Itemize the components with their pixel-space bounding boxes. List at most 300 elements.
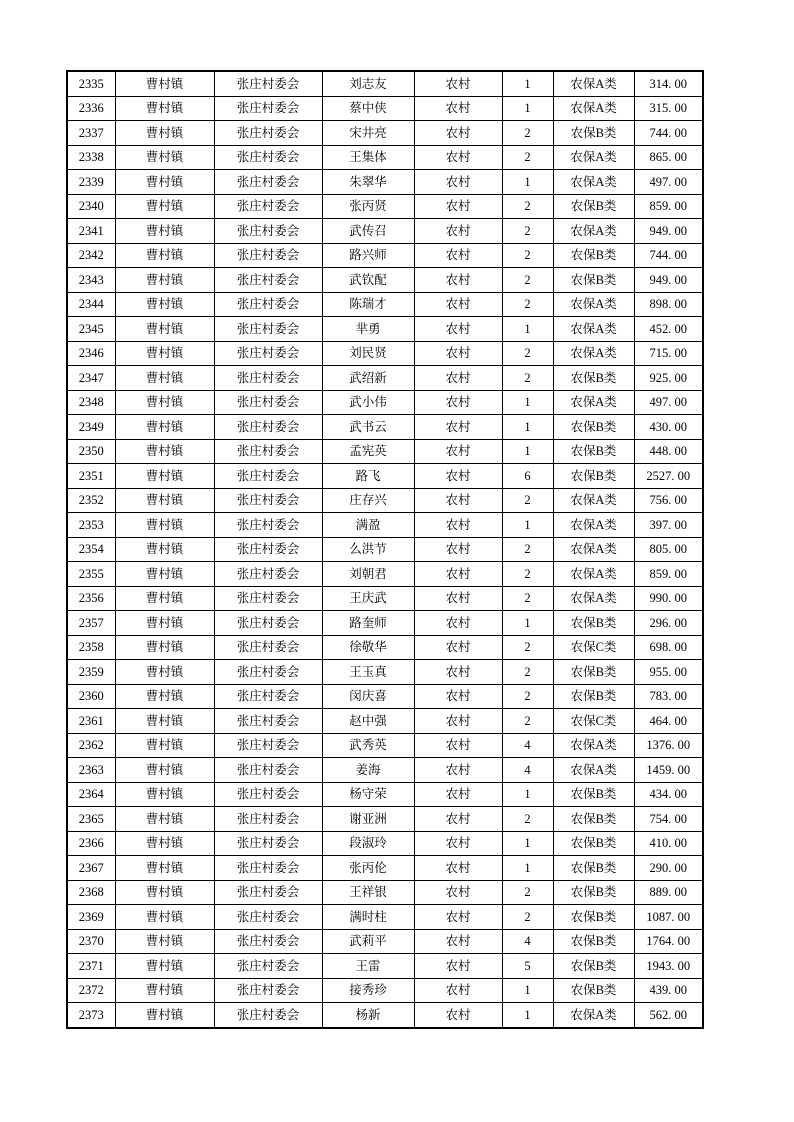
cell-town: 曹村镇 (115, 562, 214, 587)
cell-town: 曹村镇 (115, 684, 214, 709)
table-row (67, 660, 703, 685)
table-row (67, 954, 703, 979)
cell-amount: 1087. 00 (634, 905, 703, 930)
cell-area-type: 农村 (414, 537, 502, 562)
cell-person-name: 徐敬华 (322, 635, 414, 660)
cell-insurance-category: 农保A类 (553, 390, 634, 415)
cell-village-committee: 张庄村委会 (214, 219, 322, 244)
cell-amount: 497. 00 (634, 170, 703, 195)
cell-insurance-category: 农保A类 (553, 96, 634, 121)
cell-person-count: 2 (502, 243, 553, 268)
cell-village-committee: 张庄村委会 (214, 317, 322, 342)
cell-village-committee: 张庄村委会 (214, 709, 322, 734)
cell-person-count: 1 (502, 1003, 553, 1028)
cell-row-number: 2358 (67, 635, 115, 660)
cell-insurance-category: 农保A类 (553, 170, 634, 195)
cell-area-type: 农村 (414, 292, 502, 317)
cell-person-count: 2 (502, 807, 553, 832)
cell-area-type: 农村 (414, 145, 502, 170)
cell-row-number: 2363 (67, 758, 115, 783)
cell-insurance-category: 农保B类 (553, 194, 634, 219)
cell-person-name: 王庆武 (322, 586, 414, 611)
cell-amount: 990. 00 (634, 586, 703, 611)
table-row (67, 758, 703, 783)
cell-person-count: 2 (502, 268, 553, 293)
cell-area-type: 农村 (414, 978, 502, 1003)
cell-amount: 949. 00 (634, 219, 703, 244)
cell-person-count: 2 (502, 709, 553, 734)
cell-insurance-category: 农保A类 (553, 341, 634, 366)
cell-person-name: 王雷 (322, 954, 414, 979)
cell-amount: 889. 00 (634, 880, 703, 905)
table-row (67, 733, 703, 758)
cell-amount: 756. 00 (634, 488, 703, 513)
cell-person-count: 1 (502, 71, 553, 96)
cell-row-number: 2350 (67, 439, 115, 464)
cell-person-count: 1 (502, 611, 553, 636)
table-row (67, 782, 703, 807)
cell-row-number: 2335 (67, 71, 115, 96)
cell-town: 曹村镇 (115, 243, 214, 268)
cell-row-number: 2357 (67, 611, 115, 636)
table-row (67, 71, 703, 96)
cell-area-type: 农村 (414, 880, 502, 905)
cell-village-committee: 张庄村委会 (214, 439, 322, 464)
cell-insurance-category: 农保B类 (553, 856, 634, 881)
cell-person-name: 陈瑞才 (322, 292, 414, 317)
cell-insurance-category: 农保A类 (553, 488, 634, 513)
cell-person-count: 4 (502, 929, 553, 954)
cell-person-name: 刘朝君 (322, 562, 414, 587)
cell-area-type: 农村 (414, 513, 502, 538)
cell-village-committee: 张庄村委会 (214, 954, 322, 979)
cell-row-number: 2365 (67, 807, 115, 832)
cell-town: 曹村镇 (115, 194, 214, 219)
cell-village-committee: 张庄村委会 (214, 880, 322, 905)
cell-village-committee: 张庄村委会 (214, 929, 322, 954)
cell-person-name: 朱翠华 (322, 170, 414, 195)
cell-town: 曹村镇 (115, 831, 214, 856)
cell-town: 曹村镇 (115, 121, 214, 146)
cell-person-name: 刘民贤 (322, 341, 414, 366)
cell-person-name: 武书云 (322, 415, 414, 440)
cell-town: 曹村镇 (115, 537, 214, 562)
table-row (67, 880, 703, 905)
cell-row-number: 2356 (67, 586, 115, 611)
table-row (67, 537, 703, 562)
cell-area-type: 农村 (414, 464, 502, 489)
cell-town: 曹村镇 (115, 978, 214, 1003)
cell-person-count: 1 (502, 831, 553, 856)
cell-village-committee: 张庄村委会 (214, 905, 322, 930)
cell-amount: 1459. 00 (634, 758, 703, 783)
cell-person-count: 2 (502, 562, 553, 587)
cell-town: 曹村镇 (115, 96, 214, 121)
cell-person-count: 1 (502, 96, 553, 121)
cell-person-count: 1 (502, 317, 553, 342)
cell-insurance-category: 农保B类 (553, 660, 634, 685)
cell-town: 曹村镇 (115, 758, 214, 783)
table-row (67, 1003, 703, 1028)
cell-row-number: 2341 (67, 219, 115, 244)
cell-area-type: 农村 (414, 856, 502, 881)
cell-person-count: 4 (502, 733, 553, 758)
cell-amount: 397. 00 (634, 513, 703, 538)
cell-town: 曹村镇 (115, 341, 214, 366)
cell-town: 曹村镇 (115, 880, 214, 905)
table-row (67, 856, 703, 881)
cell-town: 曹村镇 (115, 219, 214, 244)
cell-town: 曹村镇 (115, 856, 214, 881)
table-row (67, 635, 703, 660)
cell-town: 曹村镇 (115, 954, 214, 979)
cell-amount: 783. 00 (634, 684, 703, 709)
cell-row-number: 2366 (67, 831, 115, 856)
cell-person-count: 2 (502, 880, 553, 905)
cell-village-committee: 张庄村委会 (214, 831, 322, 856)
cell-person-count: 2 (502, 586, 553, 611)
cell-row-number: 2343 (67, 268, 115, 293)
cell-insurance-category: 农保B类 (553, 439, 634, 464)
cell-insurance-category: 农保A类 (553, 537, 634, 562)
cell-village-committee: 张庄村委会 (214, 121, 322, 146)
cell-area-type: 农村 (414, 733, 502, 758)
cell-village-committee: 张庄村委会 (214, 635, 322, 660)
cell-area-type: 农村 (414, 586, 502, 611)
cell-amount: 744. 00 (634, 121, 703, 146)
cell-area-type: 农村 (414, 635, 502, 660)
table-row (67, 488, 703, 513)
cell-person-name: 赵中强 (322, 709, 414, 734)
cell-area-type: 农村 (414, 684, 502, 709)
cell-village-committee: 张庄村委会 (214, 341, 322, 366)
cell-row-number: 2354 (67, 537, 115, 562)
cell-row-number: 2360 (67, 684, 115, 709)
cell-amount: 805. 00 (634, 537, 703, 562)
cell-row-number: 2339 (67, 170, 115, 195)
cell-person-count: 2 (502, 292, 553, 317)
cell-row-number: 2344 (67, 292, 115, 317)
cell-area-type: 农村 (414, 341, 502, 366)
cell-village-committee: 张庄村委会 (214, 366, 322, 391)
cell-area-type: 农村 (414, 366, 502, 391)
cell-amount: 1376. 00 (634, 733, 703, 758)
cell-village-committee: 张庄村委会 (214, 856, 322, 881)
cell-insurance-category: 农保B类 (553, 807, 634, 832)
cell-insurance-category: 农保C类 (553, 635, 634, 660)
cell-insurance-category: 农保B类 (553, 782, 634, 807)
table-row (67, 415, 703, 440)
cell-person-count: 2 (502, 488, 553, 513)
cell-town: 曹村镇 (115, 611, 214, 636)
cell-village-committee: 张庄村委会 (214, 586, 322, 611)
cell-village-committee: 张庄村委会 (214, 684, 322, 709)
cell-amount: 865. 00 (634, 145, 703, 170)
cell-area-type: 农村 (414, 660, 502, 685)
cell-town: 曹村镇 (115, 464, 214, 489)
cell-person-name: 宋井亮 (322, 121, 414, 146)
cell-insurance-category: 农保B类 (553, 831, 634, 856)
cell-person-count: 1 (502, 978, 553, 1003)
cell-amount: 754. 00 (634, 807, 703, 832)
cell-amount: 464. 00 (634, 709, 703, 734)
table-row (67, 145, 703, 170)
cell-town: 曹村镇 (115, 782, 214, 807)
cell-row-number: 2364 (67, 782, 115, 807)
cell-person-count: 1 (502, 170, 553, 195)
cell-insurance-category: 农保B类 (553, 954, 634, 979)
cell-row-number: 2352 (67, 488, 115, 513)
cell-amount: 296. 00 (634, 611, 703, 636)
cell-area-type: 农村 (414, 121, 502, 146)
cell-area-type: 农村 (414, 954, 502, 979)
cell-row-number: 2359 (67, 660, 115, 685)
cell-person-name: 路兴师 (322, 243, 414, 268)
cell-person-count: 2 (502, 341, 553, 366)
cell-person-count: 1 (502, 856, 553, 881)
cell-insurance-category: 农保B类 (553, 880, 634, 905)
cell-area-type: 农村 (414, 317, 502, 342)
cell-town: 曹村镇 (115, 145, 214, 170)
cell-town: 曹村镇 (115, 488, 214, 513)
cell-amount: 315. 00 (634, 96, 703, 121)
cell-town: 曹村镇 (115, 905, 214, 930)
cell-area-type: 农村 (414, 782, 502, 807)
cell-person-name: 闵庆喜 (322, 684, 414, 709)
cell-village-committee: 张庄村委会 (214, 807, 322, 832)
cell-person-count: 4 (502, 758, 553, 783)
cell-town: 曹村镇 (115, 170, 214, 195)
cell-row-number: 2362 (67, 733, 115, 758)
cell-area-type: 农村 (414, 268, 502, 293)
cell-amount: 430. 00 (634, 415, 703, 440)
cell-amount: 1943. 00 (634, 954, 703, 979)
cell-insurance-category: 农保A类 (553, 219, 634, 244)
cell-area-type: 农村 (414, 562, 502, 587)
cell-village-committee: 张庄村委会 (214, 415, 322, 440)
cell-insurance-category: 农保A类 (553, 71, 634, 96)
cell-village-committee: 张庄村委会 (214, 562, 322, 587)
cell-person-count: 5 (502, 954, 553, 979)
cell-amount: 698. 00 (634, 635, 703, 660)
cell-village-committee: 张庄村委会 (214, 758, 322, 783)
cell-row-number: 2347 (67, 366, 115, 391)
cell-village-committee: 张庄村委会 (214, 71, 322, 96)
cell-person-name: 杨新 (322, 1003, 414, 1028)
cell-village-committee: 张庄村委会 (214, 488, 322, 513)
cell-person-name: 王玉真 (322, 660, 414, 685)
cell-person-count: 2 (502, 145, 553, 170)
cell-amount: 434. 00 (634, 782, 703, 807)
cell-person-name: 庄存兴 (322, 488, 414, 513)
cell-person-count: 1 (502, 513, 553, 538)
cell-insurance-category: 农保B类 (553, 366, 634, 391)
cell-person-name: 杨守荣 (322, 782, 414, 807)
cell-village-committee: 张庄村委会 (214, 292, 322, 317)
cell-village-committee: 张庄村委会 (214, 1003, 322, 1028)
cell-town: 曹村镇 (115, 292, 214, 317)
cell-amount: 898. 00 (634, 292, 703, 317)
cell-insurance-category: 农保B类 (553, 978, 634, 1003)
cell-town: 曹村镇 (115, 415, 214, 440)
cell-row-number: 2337 (67, 121, 115, 146)
cell-area-type: 农村 (414, 170, 502, 195)
cell-village-committee: 张庄村委会 (214, 611, 322, 636)
cell-person-name: 孟宪英 (322, 439, 414, 464)
table-row (67, 611, 703, 636)
cell-person-name: 满盈 (322, 513, 414, 538)
cell-amount: 859. 00 (634, 194, 703, 219)
cell-person-count: 2 (502, 537, 553, 562)
table-row (67, 905, 703, 930)
cell-town: 曹村镇 (115, 586, 214, 611)
cell-insurance-category: 农保B类 (553, 121, 634, 146)
cell-village-committee: 张庄村委会 (214, 194, 322, 219)
cell-insurance-category: 农保B类 (553, 268, 634, 293)
cell-person-count: 2 (502, 905, 553, 930)
cell-row-number: 2342 (67, 243, 115, 268)
cell-person-name: 王集体 (322, 145, 414, 170)
cell-town: 曹村镇 (115, 733, 214, 758)
cell-amount: 314. 00 (634, 71, 703, 96)
cell-row-number: 2371 (67, 954, 115, 979)
cell-row-number: 2361 (67, 709, 115, 734)
cell-insurance-category: 农保A类 (553, 513, 634, 538)
cell-person-name: 么洪节 (322, 537, 414, 562)
cell-person-count: 2 (502, 194, 553, 219)
cell-village-committee: 张庄村委会 (214, 170, 322, 195)
cell-insurance-category: 农保B类 (553, 243, 634, 268)
cell-person-name: 路飞 (322, 464, 414, 489)
cell-insurance-category: 农保B类 (553, 684, 634, 709)
cell-insurance-category: 农保B类 (553, 905, 634, 930)
cell-person-count: 2 (502, 660, 553, 685)
cell-area-type: 农村 (414, 611, 502, 636)
cell-amount: 562. 00 (634, 1003, 703, 1028)
cell-town: 曹村镇 (115, 71, 214, 96)
cell-town: 曹村镇 (115, 929, 214, 954)
cell-area-type: 农村 (414, 415, 502, 440)
table-row (67, 978, 703, 1003)
cell-amount: 859. 00 (634, 562, 703, 587)
cell-village-committee: 张庄村委会 (214, 390, 322, 415)
cell-person-name: 武传召 (322, 219, 414, 244)
cell-area-type: 农村 (414, 488, 502, 513)
cell-person-count: 2 (502, 635, 553, 660)
cell-person-count: 1 (502, 439, 553, 464)
cell-town: 曹村镇 (115, 366, 214, 391)
table-row (67, 96, 703, 121)
cell-person-name: 王祥银 (322, 880, 414, 905)
table-row (67, 439, 703, 464)
cell-insurance-category: 农保A类 (553, 292, 634, 317)
cell-insurance-category: 农保A类 (553, 317, 634, 342)
cell-amount: 744. 00 (634, 243, 703, 268)
cell-village-committee: 张庄村委会 (214, 733, 322, 758)
cell-row-number: 2355 (67, 562, 115, 587)
cell-person-name: 路奎师 (322, 611, 414, 636)
cell-amount: 925. 00 (634, 366, 703, 391)
cell-insurance-category: 农保B类 (553, 464, 634, 489)
cell-amount: 448. 00 (634, 439, 703, 464)
cell-town: 曹村镇 (115, 317, 214, 342)
table-row (67, 513, 703, 538)
cell-row-number: 2345 (67, 317, 115, 342)
cell-insurance-category: 农保A类 (553, 733, 634, 758)
cell-row-number: 2351 (67, 464, 115, 489)
cell-person-name: 武钦配 (322, 268, 414, 293)
table-row (67, 390, 703, 415)
cell-village-committee: 张庄村委会 (214, 537, 322, 562)
cell-person-count: 6 (502, 464, 553, 489)
table-row (67, 194, 703, 219)
cell-row-number: 2346 (67, 341, 115, 366)
cell-town: 曹村镇 (115, 268, 214, 293)
table-row (67, 317, 703, 342)
cell-village-committee: 张庄村委会 (214, 660, 322, 685)
cell-person-count: 2 (502, 684, 553, 709)
table-row (67, 562, 703, 587)
cell-area-type: 农村 (414, 807, 502, 832)
cell-town: 曹村镇 (115, 807, 214, 832)
table-row (67, 243, 703, 268)
cell-amount: 452. 00 (634, 317, 703, 342)
cell-insurance-category: 农保B类 (553, 611, 634, 636)
cell-village-committee: 张庄村委会 (214, 96, 322, 121)
cell-village-committee: 张庄村委会 (214, 243, 322, 268)
cell-row-number: 2367 (67, 856, 115, 881)
cell-town: 曹村镇 (115, 513, 214, 538)
cell-person-name: 武绍新 (322, 366, 414, 391)
cell-person-name: 满时柱 (322, 905, 414, 930)
cell-town: 曹村镇 (115, 390, 214, 415)
cell-person-name: 武秀英 (322, 733, 414, 758)
cell-area-type: 农村 (414, 709, 502, 734)
cell-village-committee: 张庄村委会 (214, 978, 322, 1003)
cell-amount: 410. 00 (634, 831, 703, 856)
cell-person-name: 武莉平 (322, 929, 414, 954)
cell-insurance-category: 农保A类 (553, 562, 634, 587)
cell-row-number: 2340 (67, 194, 115, 219)
cell-row-number: 2338 (67, 145, 115, 170)
table-row (67, 292, 703, 317)
cell-insurance-category: 农保A类 (553, 758, 634, 783)
cell-amount: 290. 00 (634, 856, 703, 881)
cell-row-number: 2370 (67, 929, 115, 954)
cell-amount: 2527. 00 (634, 464, 703, 489)
cell-town: 曹村镇 (115, 660, 214, 685)
cell-amount: 949. 00 (634, 268, 703, 293)
cell-row-number: 2368 (67, 880, 115, 905)
cell-amount: 1764. 00 (634, 929, 703, 954)
cell-area-type: 农村 (414, 758, 502, 783)
cell-person-name: 段淑玲 (322, 831, 414, 856)
table-row (67, 219, 703, 244)
cell-row-number: 2369 (67, 905, 115, 930)
cell-area-type: 农村 (414, 831, 502, 856)
table-row (67, 366, 703, 391)
table-row (67, 831, 703, 856)
cell-area-type: 农村 (414, 929, 502, 954)
cell-town: 曹村镇 (115, 1003, 214, 1028)
cell-person-name: 张丙贤 (322, 194, 414, 219)
cell-area-type: 农村 (414, 1003, 502, 1028)
table-row (67, 121, 703, 146)
cell-town: 曹村镇 (115, 439, 214, 464)
cell-person-name: 武小伟 (322, 390, 414, 415)
cell-person-count: 2 (502, 121, 553, 146)
cell-person-count: 1 (502, 390, 553, 415)
